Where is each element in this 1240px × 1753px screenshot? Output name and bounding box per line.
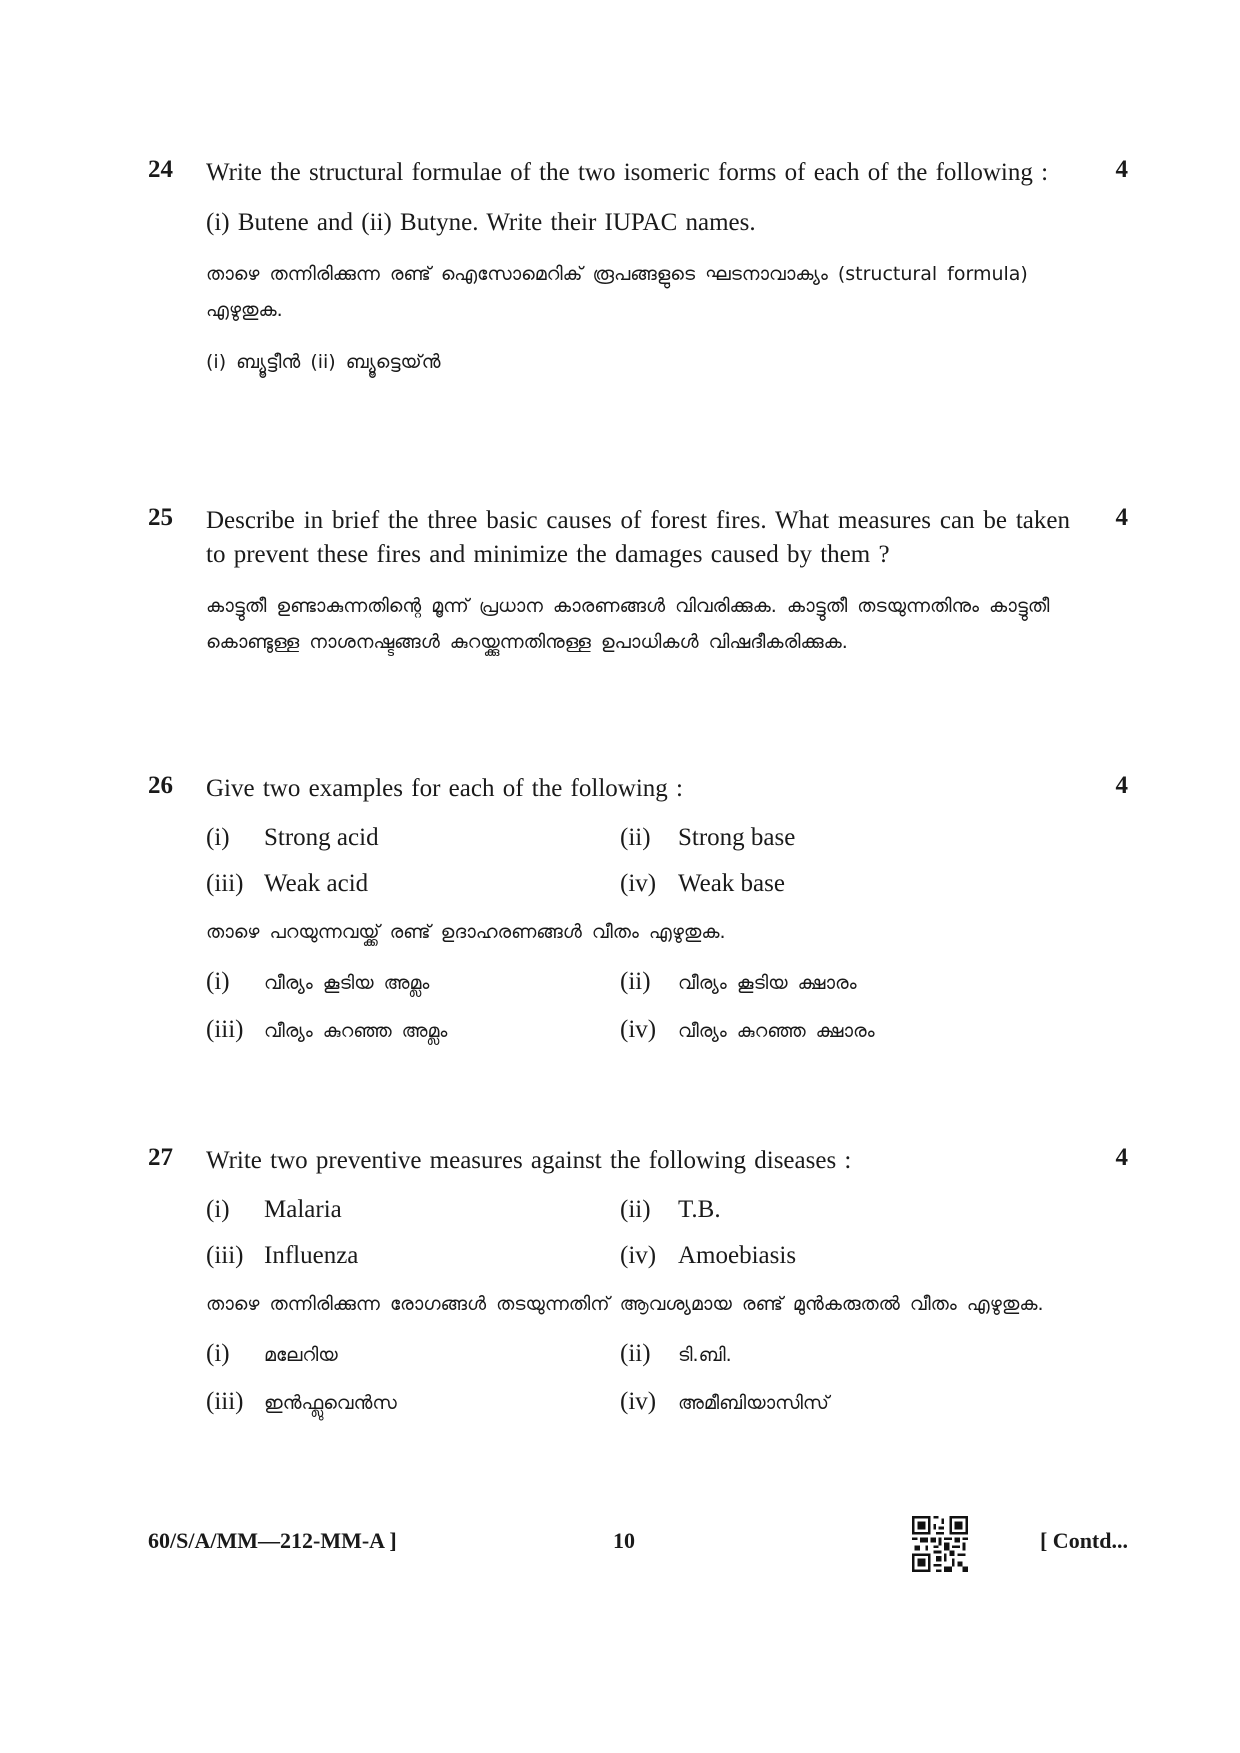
- question-text-malayalam: താഴെ തന്നിരിക്കുന്ന രണ്ട് ഐസോമെറിക് രൂപങ്ങളുടെ ഘടനാവാക്യം (structural formula) എഴുതുക.: [206, 263, 1028, 321]
- question-number: 27: [148, 1144, 173, 1171]
- option-item: [206, 1196, 620, 1224]
- question-text: Write two preventive measures against the following diseases :: [206, 1147, 852, 1174]
- option-number: (iii): [206, 1388, 244, 1415]
- question-26: [148, 772, 1128, 1046]
- paper-code: 60/S/A/MM—212-MM-A ]: [148, 1528, 397, 1553]
- option-item: [206, 968, 620, 998]
- option-label: വീര്യം കുറഞ്ഞ ക്ഷാരം: [678, 1020, 875, 1042]
- question-text: Give two examples for each of the following :: [206, 775, 683, 802]
- option-number: (ii): [620, 824, 651, 851]
- question-text-malayalam: താഴെ പറയുന്നവയ്ക്ക് രണ്ട് ഉദാഹരണങ്ങൾ വീതം എഴുതുക.: [206, 921, 726, 943]
- option-label: Malaria: [264, 1196, 342, 1223]
- option-number: (iv): [620, 1242, 657, 1269]
- option-item: [206, 870, 620, 898]
- question-text: Describe in brief the three basic causes of forest fires. What measures can be taken to prevent these fires and minimize the damages caused by them ?: [206, 507, 1070, 568]
- option-number: (i): [206, 968, 230, 995]
- options-grid-malayalam: [206, 1340, 1070, 1418]
- option-label: ഇൻഫ്ലുവെൻസ: [264, 1392, 397, 1414]
- option-item: [620, 1388, 1070, 1418]
- option-number: (ii): [620, 968, 651, 995]
- page-number: 10: [613, 1528, 635, 1553]
- option-item: [620, 870, 1070, 898]
- continued-label: [ Contd...: [1039, 1528, 1128, 1553]
- option-item: [620, 1242, 1070, 1270]
- question-text-malayalam: കാട്ടുതീ ഉണ്ടാകുന്നതിന്റെ മൂന്ന് പ്രധാന കാരണങ്ങൾ വിവരിക്കുക. കാട്ടുതീ തടയുന്നതിനും കാട്ടുതീ കൊണ്ടുള്ള നാശനഷ്ടങ്ങൾ കുറയ്ക്കുന്നതിനുള്ള ഉപാധികൾ വിഷദീകരിക്കുക.: [206, 595, 1050, 653]
- question-marks: 4: [1115, 772, 1128, 799]
- option-label: വീര്യം കുറഞ്ഞ അമ്ലം: [264, 1020, 448, 1042]
- question-subtext-malayalam: (i) ബ്യൂട്ടീൻ (ii) ബ്യൂട്ടെയ്ൻ: [206, 351, 441, 373]
- question-number: 24: [148, 156, 173, 183]
- options-grid: [206, 824, 1070, 898]
- question-text: Write the structural formulae of the two isomeric forms of each of the following :: [206, 159, 1049, 186]
- question-24: [148, 156, 1128, 380]
- option-item: [620, 1340, 1070, 1370]
- option-number: (i): [206, 1196, 230, 1223]
- option-item: [206, 1016, 620, 1046]
- option-label: വീര്യം കൂടിയ ക്ഷാരം: [678, 972, 857, 994]
- option-label: മലേറിയ: [264, 1344, 338, 1366]
- question-text-malayalam: താഴെ തന്നിരിക്കുന്ന രോഗങ്ങൾ തടയുന്നതിന് ആവശ്യമായ രണ്ട് മുൻകരുതൽ വീതം എഴുതുക.: [206, 1293, 1044, 1315]
- option-label: Strong acid: [264, 824, 379, 851]
- question-number: 25: [148, 504, 173, 531]
- qr-code-icon: [912, 1516, 968, 1572]
- option-label: വീര്യം കൂടിയ അമ്ലം: [264, 972, 430, 994]
- option-item: [620, 1196, 1070, 1224]
- option-number: (i): [206, 1340, 230, 1367]
- option-item: [620, 968, 1070, 998]
- option-number: (iii): [206, 1016, 244, 1043]
- option-label: Weak acid: [264, 870, 369, 897]
- option-label: Amoebiasis: [678, 1242, 797, 1269]
- question-number: 26: [148, 772, 173, 799]
- option-label: അമീബിയാസിസ്: [678, 1392, 829, 1414]
- option-item: [620, 824, 1070, 852]
- option-number: (iii): [206, 870, 244, 897]
- option-item: [620, 1016, 1070, 1046]
- question-marks: 4: [1115, 1144, 1128, 1171]
- options-grid-malayalam: [206, 968, 1070, 1046]
- options-grid: [206, 1196, 1070, 1270]
- option-label: ടി.ബി.: [678, 1344, 732, 1366]
- page-footer: [148, 1526, 1128, 1566]
- option-label: Weak base: [678, 870, 785, 897]
- option-label: Influenza: [264, 1242, 359, 1269]
- option-item: [206, 1242, 620, 1270]
- option-number: (iv): [620, 870, 657, 897]
- question-27: [148, 1144, 1128, 1418]
- option-number: (iv): [620, 1016, 657, 1043]
- option-number: (ii): [620, 1340, 651, 1367]
- question-25: [148, 504, 1128, 660]
- option-label: Strong base: [678, 824, 796, 851]
- option-label: T.B.: [678, 1196, 721, 1223]
- question-marks: 4: [1115, 156, 1128, 183]
- option-item: [206, 1340, 620, 1370]
- option-number: (ii): [620, 1196, 651, 1223]
- option-number: (i): [206, 824, 230, 851]
- option-item: [206, 824, 620, 852]
- question-marks: 4: [1115, 504, 1128, 531]
- option-number: (iv): [620, 1388, 657, 1415]
- option-item: [206, 1388, 620, 1418]
- option-number: (iii): [206, 1242, 244, 1269]
- question-subtext: (i) Butene and (ii) Butyne. Write their IUPAC names.: [206, 209, 756, 236]
